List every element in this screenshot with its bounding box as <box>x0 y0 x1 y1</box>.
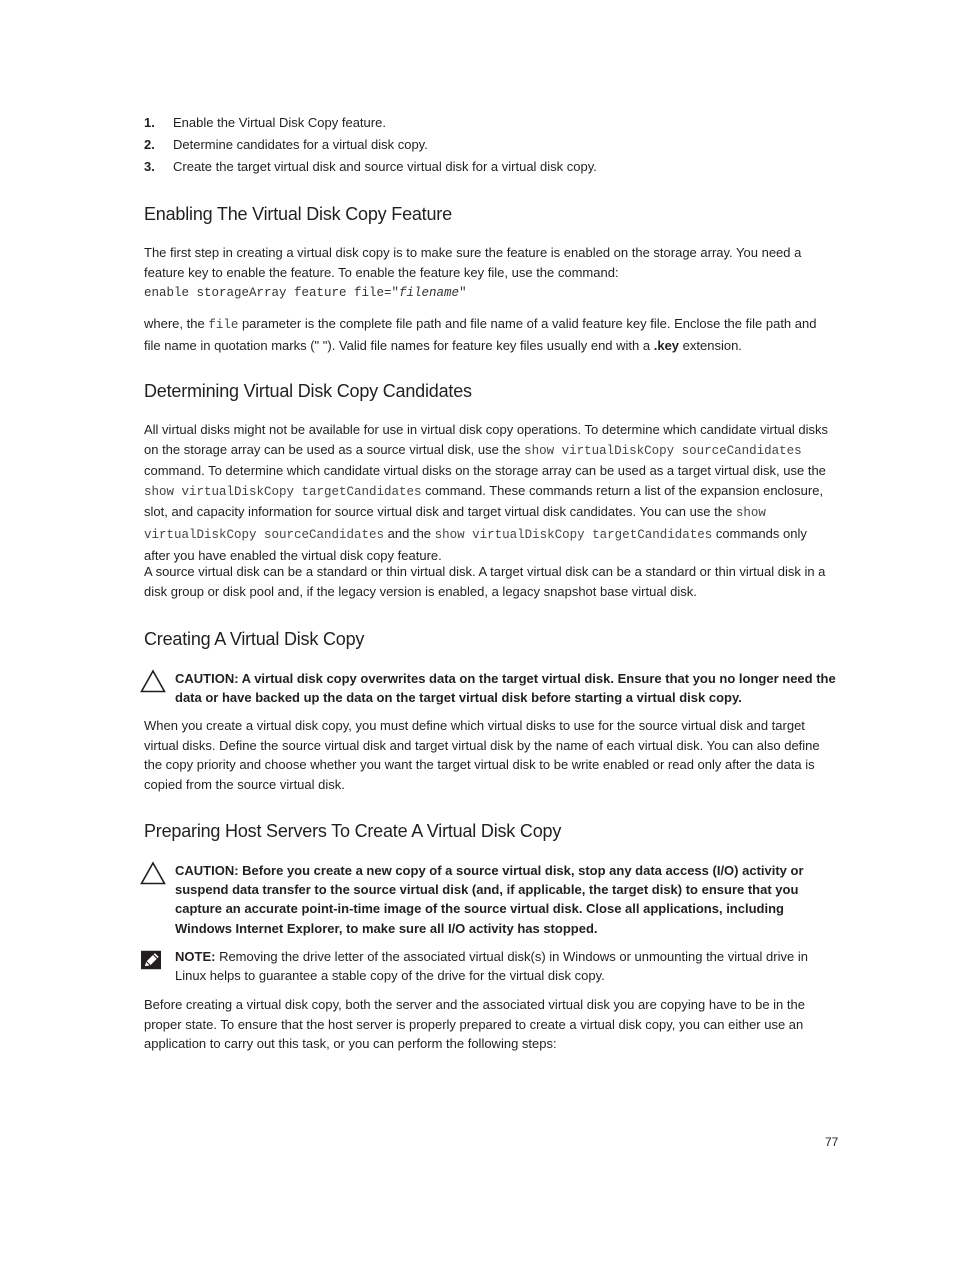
page-number: 77 <box>825 1135 839 1149</box>
note-pencil-icon <box>141 950 161 970</box>
inline-code: show virtualDiskCopy sourceCandidates <box>524 443 802 458</box>
inline-code: file <box>208 318 239 332</box>
note-text: NOTE: Removing the drive letter of the associated virtual disk(s) in Windows or unmounting the virtual drive in Linux helps to guarantee a stable copy of the drive for the virtual disk copy. <box>175 949 808 984</box>
caution-box <box>140 861 836 938</box>
caution-box <box>140 669 836 707</box>
caution-triangle-icon <box>140 669 166 693</box>
command-line: enable storageArray feature file="filename" <box>144 286 467 300</box>
caution-text: CAUTION: A virtual disk copy overwrites data on the target virtual disk. Ensure that you no longer need the data or have backed up the data on the target virtual disk before starting a virtual disk copy. <box>175 671 836 706</box>
steps-list <box>144 112 836 178</box>
inline-code: show virtualDiskCopy targetCandidates <box>434 527 713 542</box>
section-heading-creating: Creating A Virtual Disk Copy <box>144 629 365 649</box>
section-heading-preparing: Preparing Host Servers To Create A Virtual Disk Copy <box>144 821 562 841</box>
note-label: NOTE: <box>175 949 216 964</box>
list-item: 3. Create the target virtual disk and source virtual disk for a virtual disk copy. <box>144 159 597 174</box>
inline-code: show virtualDiskCopy sourceCandidates <box>144 506 766 542</box>
section-heading-enabling: Enabling The Virtual Disk Copy Feature <box>144 204 452 224</box>
caution-text: CAUTION: Before you create a new copy of a source virtual disk, stop any data access (I/O) activity or suspend data transfer to the source virtual disk (and, if applicable, the target disk) to ensure that you capture an accurate point-in-time image of the source virtual disk. Close all applications, including Windows Internet Explorer, to make sure all I/O activity has stopped. <box>175 863 804 936</box>
list-item: 1. Enable the Virtual Disk Copy feature. <box>144 115 386 130</box>
paragraph: When you create a virtual disk copy, you must define which virtual disks to use for the source virtual disk and target virtual disks. Define the source virtual disk and target virtual disk by the name of each virtual disk. You can also define the copy priority and choose whether you want the target virtual disk to be write enabled or read only after the data is copied from the source virtual disk. <box>144 718 820 792</box>
note-box <box>140 947 836 985</box>
paragraph: The first step in creating a virtual disk copy is to make sure the feature is enabled on the storage array. You need a feature key to enable the feature. To enable the feature key file, use the command: <box>144 245 802 280</box>
paragraph: A source virtual disk can be a standard or thin virtual disk. A target virtual disk can be a standard or thin virtual disk in a disk group or disk pool and, if the legacy version is enabled, a legacy snapshot base virtual disk. <box>144 564 826 599</box>
caution-triangle-icon <box>140 861 166 885</box>
inline-code: show virtualDiskCopy targetCandidates <box>144 484 422 499</box>
list-item: 2. Determine candidates for a virtual disk copy. <box>144 137 428 152</box>
section-heading-candidates: Determining Virtual Disk Copy Candidates <box>144 381 472 401</box>
paragraph: Before creating a virtual disk copy, both the server and the associated virtual disk you are copying have to be in the proper state. To ensure that the host server is properly prepared to create a virtual disk copy, you can either use an application to carry out this task, or you can perform the following steps: <box>144 997 805 1052</box>
paragraph: where, the file parameter is the complete file path and file name of a valid feature key file. Enclose the file path and file name in quotation marks (" "). Valid file names for feature key files usually end with a .key extension. <box>144 316 817 353</box>
paragraph: All virtual disks might not be available for use in virtual disk copy operations. To determine which candidate virtual disks on the storage array can be used as a source virtual disk, use the show virtualDiskCopy sourceCandidates command. To determine which candidate virtual disks on the storage array can be used as a target virtual disk, use the show virtualDiskCopy targetCandidates command. These commands return a list of the expansion enclosure, slot, and capacity information for source virtual disk and target virtual disk candidates. You can use the show virtualDiskCopy sourceCandidates and the show virtualDiskCopy targetCandidates commands only after you have enabled the virtual disk copy feature. <box>144 422 829 563</box>
file-extension: .key <box>653 337 680 353</box>
